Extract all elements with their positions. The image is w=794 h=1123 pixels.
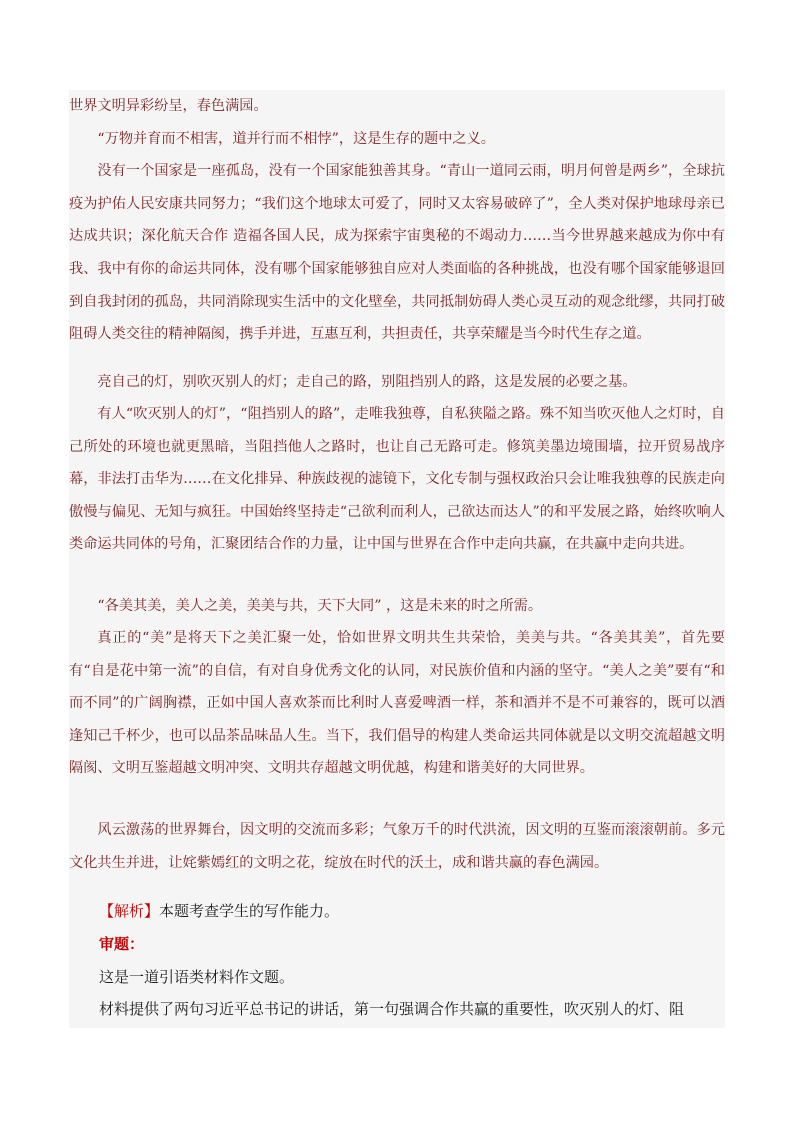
analysis-intro: 本题考查学生的写作能力。	[159, 902, 340, 920]
analysis-heading	[69, 895, 725, 928]
analysis-line-1: 这是一道引语类材料作文题。	[99, 968, 295, 986]
essay-paragraph-2: “万物并育而不相害，道并行而不相悖”，这是生存的题中之义。	[97, 130, 495, 147]
essay-paragraph-3: 没有一个国家是一座孤岛，没有一个国家能独善其身。“青山一道同云雨，明月何曾是两乡”，全球抗疫为护佑人民安康共同努力；“我们这个地球太可爱了，同时又太容易破碎了”，全人类对保护地球母亲已达成共识；深化航天合作 造福各国人民，成为探索宇宙奥秘的不竭动力……当今世界越来越成为你中有我、我中有你的命运共同体，没有哪个国家能够独自应对人类面临的各种挑战，也没有哪个国家能够退回到自我封闭的孤岛，共同消除现实生活中的文化壁垒，共同抵制妨碍人类心灵互动的观念纰缪，共同打破阻碍人类交往的精神隔阂，携手并进，互惠互利，共担责任，共享荣耀是当今时代生存之道。	[69, 163, 725, 343]
essay-paragraph-8: 风云激荡的世界舞台，因文明的交流而多彩；气象万千的时代洪流，因文明的互鉴而滚滚朝前。多元文化共生并进，让姹紫嫣红的文明之花，绽放在时代的沃土，成和谐共赢的春色满园。	[69, 822, 725, 871]
analysis-label: 【解析】	[99, 902, 160, 920]
document-page	[69, 90, 725, 1028]
essay-paragraph-4: 亮自己的灯，别吹灭别人的灯；走自己的路，别阻挡别人的路，这是发展的必要之基。	[97, 374, 637, 390]
essay-paragraph-6: “各美其美，美人之美，美美与共，天下大同” ，这是未来的时之所需。	[97, 598, 543, 614]
essay-paragraph-7: 真正的“美”是将天下之美汇聚一处，恰如世界文明共生共荣恰，美美与共。“各美其美”，首先要有“自是花中第一流”的自信，有对自身优秀文化的认同，对民族价值和内涵的坚守。“美人之美”要有“和而不同”的广阔胸襟，正如中国人喜欢茶而比利时人喜爱啤酒一样，茶和酒并不是不可兼容的，既可以酒逢知己千杯少，也可以品茶品味品人生。当下，我们倡导的构建人类命运共同体就是以文明交流超越文明隔阂、文明互鉴超越文明冲突、文明共存超越文明优越，构建和谐美好的大同世界。	[69, 630, 725, 777]
review-label: 审题：	[99, 935, 145, 953]
essay-paragraph-5: 有人“吹灭别人的灯”，“阻挡别人的路”，走唯我独尊，自私狭隘之路。殊不知当吹灭他人之灯时，自己所处的环境也就更黑暗，当阻挡他人之路时，也让自己无路可走。修筑美墨边境围墙，拉开贸易战序幕，非法打击华为……在文化排异、种族歧视的滤镜下，文化专制与强权政治只会让唯我独尊的民族走向傲慢与偏见、无知与疯狂。中国始终坚持走“己欲利而利人，己欲达而达人”的和平发展之路，始终吹响人类命运共同体的号角，汇聚团结合作的力量，让中国与世界在合作中走向共赢，在共赢中走向共进。	[69, 406, 725, 553]
essay-paragraph-1: 世界文明异彩纷呈，春色满园。	[69, 98, 268, 114]
review-heading	[69, 928, 725, 961]
analysis-line-2: 材料提供了两句习近平总书记的讲话，第一句强调合作共赢的重要性，吹灭别人的灯、阻	[99, 1000, 685, 1018]
